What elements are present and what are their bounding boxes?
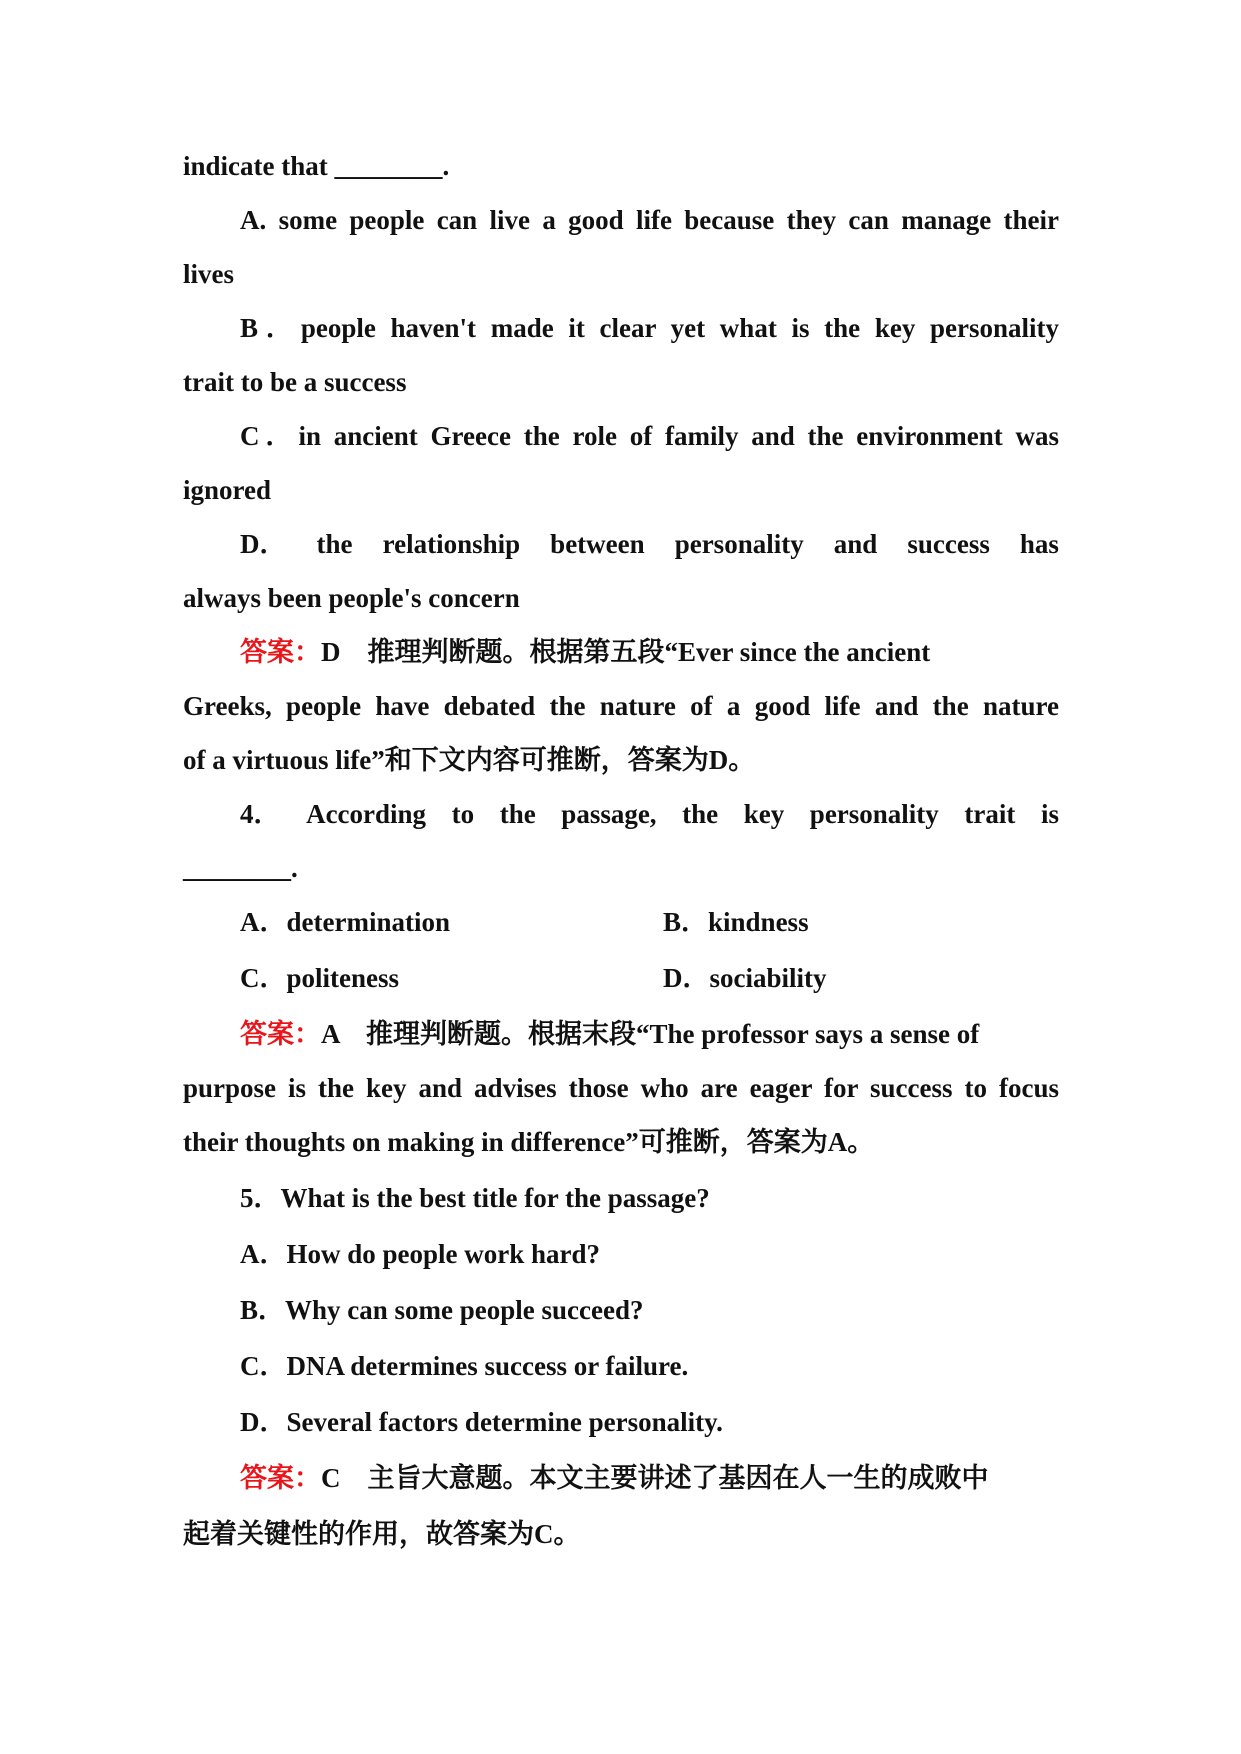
word: to — [451, 799, 475, 829]
q3-option-a-line2: lives — [183, 259, 234, 289]
word: relationship — [382, 529, 521, 559]
q5-option-b: B．Why can some people succeed? — [240, 1295, 644, 1325]
answer-label: 答案： — [240, 637, 321, 667]
word: personality — [674, 529, 804, 559]
q4-stem-line1 — [240, 796, 1059, 832]
q5-stem: 5．What is the best title for the passage? — [240, 1183, 710, 1213]
q4-option-d: D．sociability — [663, 963, 827, 993]
q5-option-c: C．DNA determines success or failure. — [240, 1351, 689, 1381]
q3-answer-line3: of a virtuous life”和下文内容可推断，答案为D。 — [183, 745, 756, 775]
q4-answer-line2: purpose is the key and advises those who are eager for success to focus — [183, 1073, 1059, 1103]
q5-answer-line2: 起着关键性的作用，故答案为C。 — [183, 1519, 581, 1549]
answer-label: 答案： — [240, 1463, 321, 1493]
word: is — [1040, 799, 1059, 829]
q4-option-a: A．determination — [240, 907, 450, 937]
word: D． — [240, 529, 287, 559]
q5-option-d: D．Several factors determine personality. — [240, 1407, 723, 1437]
q3-option-d-line1 — [240, 526, 1059, 562]
answer-text: D 推理判断题。根据第五段“Ever since the ancient — [321, 637, 931, 667]
answer-text: C 主旨大意题。本文主要讲述了基因在人一生的成败中 — [321, 1463, 989, 1493]
q3-stem-tail: indicate that ________. — [183, 151, 450, 181]
q3-answer-line2: Greeks, people have debated the nature of a good life and the nature — [183, 691, 1059, 721]
q3-option-b-line1: B．people haven't made it clear yet what is the key personality — [240, 313, 1059, 343]
q4-option-c: C．politeness — [240, 963, 400, 993]
word: the — [682, 799, 719, 829]
word: success — [907, 529, 990, 559]
word: personality — [809, 799, 939, 829]
q4-option-b: B．kindness — [663, 907, 809, 937]
word: and — [833, 529, 878, 559]
word: the — [499, 799, 536, 829]
word: According — [306, 799, 427, 829]
word: has — [1019, 529, 1059, 559]
answer-text: A 推理判断题。根据末段“The professor says a sense of — [321, 1019, 980, 1049]
q3-option-d-line2: always been people's concern — [183, 583, 520, 613]
q5-answer-line1 — [240, 1460, 1059, 1496]
q3-option-a-line1: A. some people can live a good life because they can manage their — [240, 205, 1059, 235]
q3-option-b-line2: trait to be a success — [183, 367, 407, 397]
q4-stem-blank: ________. — [183, 853, 298, 883]
word: key — [743, 799, 785, 829]
q4-answer-line3: their thoughts on making in difference”可推断，答案为A。 — [183, 1127, 875, 1157]
q4-answer-line1 — [240, 1016, 1059, 1052]
q5-option-a: A．How do people work hard? — [240, 1239, 601, 1269]
word: passage, — [561, 799, 657, 829]
q3-answer-line1 — [240, 634, 1059, 670]
answer-label: 答案： — [240, 1019, 321, 1049]
q3-option-c-line1: C．in ancient Greece the role of family and the environment was — [240, 421, 1059, 451]
q3-option-c-line2: ignored — [183, 475, 272, 505]
word: trait — [964, 799, 1016, 829]
word: 4． — [240, 799, 281, 829]
word: between — [550, 529, 645, 559]
word: the — [316, 529, 353, 559]
